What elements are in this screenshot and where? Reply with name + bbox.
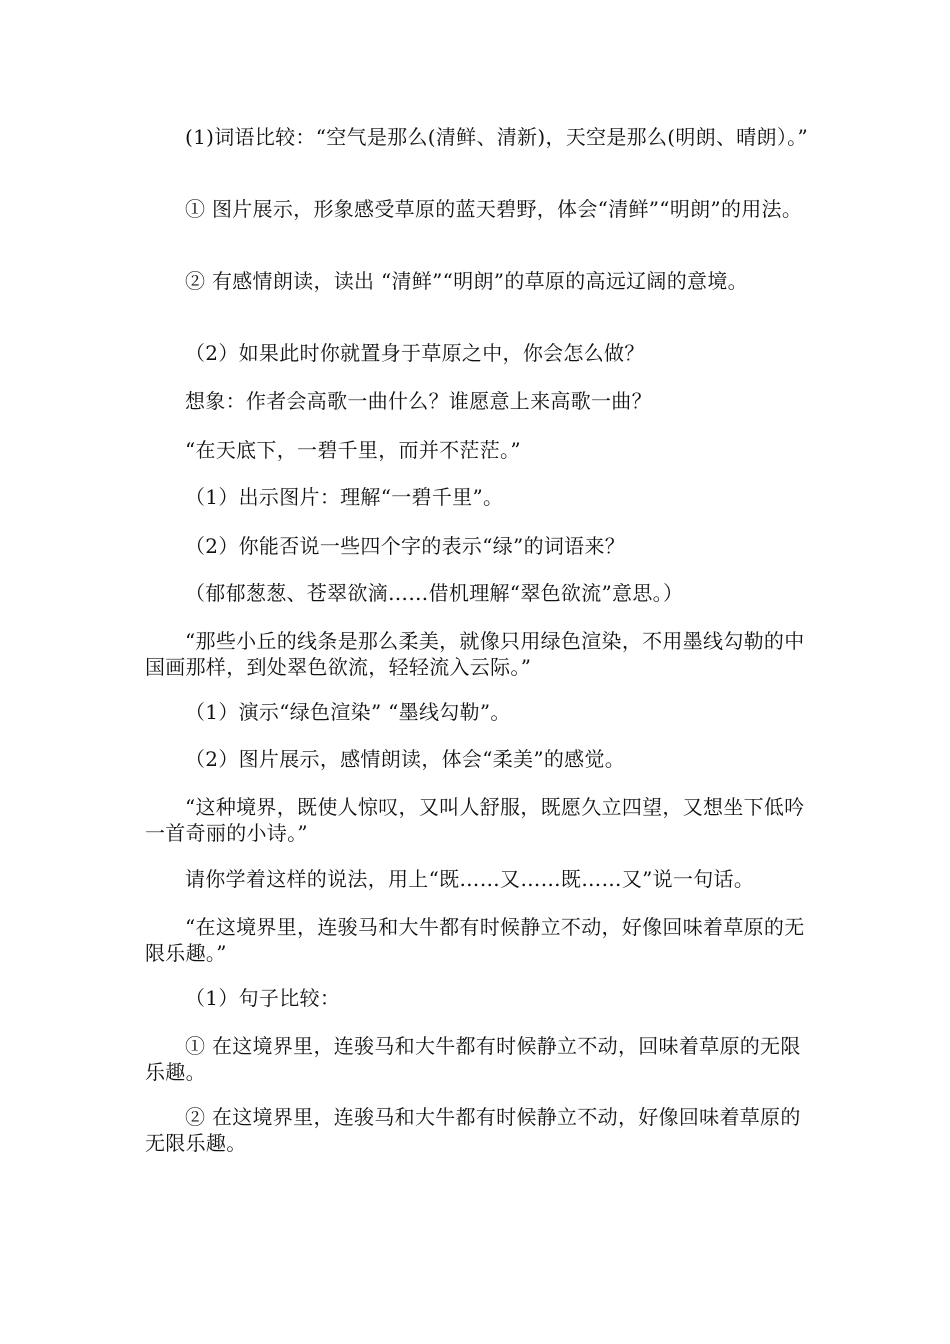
paragraph-green-examples: （郁郁葱葱、苍翠欲滴……借机理解“翠色欲流”意思。） [185, 581, 684, 605]
paragraph-imagine: 想象：作者会高歌一曲什么？谁愿意上来高歌一曲？ [185, 389, 652, 413]
paragraph-quote-hills: “那些小丘的线条是那么柔美，就像只用绿色渲染，不用墨线勾勒的中国画那样，到处翠色欲流，轻轻流入云际。” [145, 629, 805, 679]
paragraph-emotional-reading: ② 有感情朗读，读出 “清鲜”“明朗”的草原的高远辽阔的意境。 [185, 269, 748, 293]
paragraph-sentence-practice: 请你学着这样的说法，用上“既……又……既……又”说一句话。 [185, 867, 755, 891]
paragraph-word-comparison: (1)词语比较：“空气是那么(清鲜、清新)，天空是那么(明朗、晴朗）。” [185, 125, 808, 149]
paragraph-demonstrate: （1）演示“绿色渲染” “墨线勾勒”。 [185, 700, 511, 724]
paragraph-quote-realm: “这种境界，既使人惊叹，又叫人舒服，既愿久立四望，又想坐下低吟一首奇丽的小诗。” [145, 795, 805, 845]
paragraph-sentence-2: ② 在这境界里，连骏马和大牛都有时候静立不动，好像回味着草原的无限乐趣。 [145, 1105, 801, 1155]
paragraph-sentence-1: ① 在这境界里，连骏马和大牛都有时候静立不动，回味着草原的无限乐趣。 [145, 1034, 801, 1084]
paragraph-green-words: （2）你能否说一些四个字的表示“绿”的词语来？ [185, 534, 626, 558]
paragraph-picture-feel: （2）图片展示，感情朗读，体会“柔美”的感觉。 [185, 747, 626, 771]
paragraph-quote-horses: “在这境界里，连骏马和大牛都有时候静立不动，好像回味着草原的无限乐趣。” [145, 915, 805, 965]
paragraph-picture-display: ① 图片展示，形象感受草原的蓝天碧野，体会“清鲜”“明朗”的用法。 [185, 197, 803, 221]
paragraph-quote-sky: “在天底下，一碧千里，而并不茫茫。” [185, 438, 521, 462]
paragraph-sentence-comparison: （1）句子比较： [185, 986, 341, 1010]
paragraph-question-2: （2）如果此时你就置身于草原之中，你会怎么做？ [185, 341, 645, 365]
paragraph-show-picture: （1）出示图片：理解“一碧千里”。 [185, 485, 504, 509]
